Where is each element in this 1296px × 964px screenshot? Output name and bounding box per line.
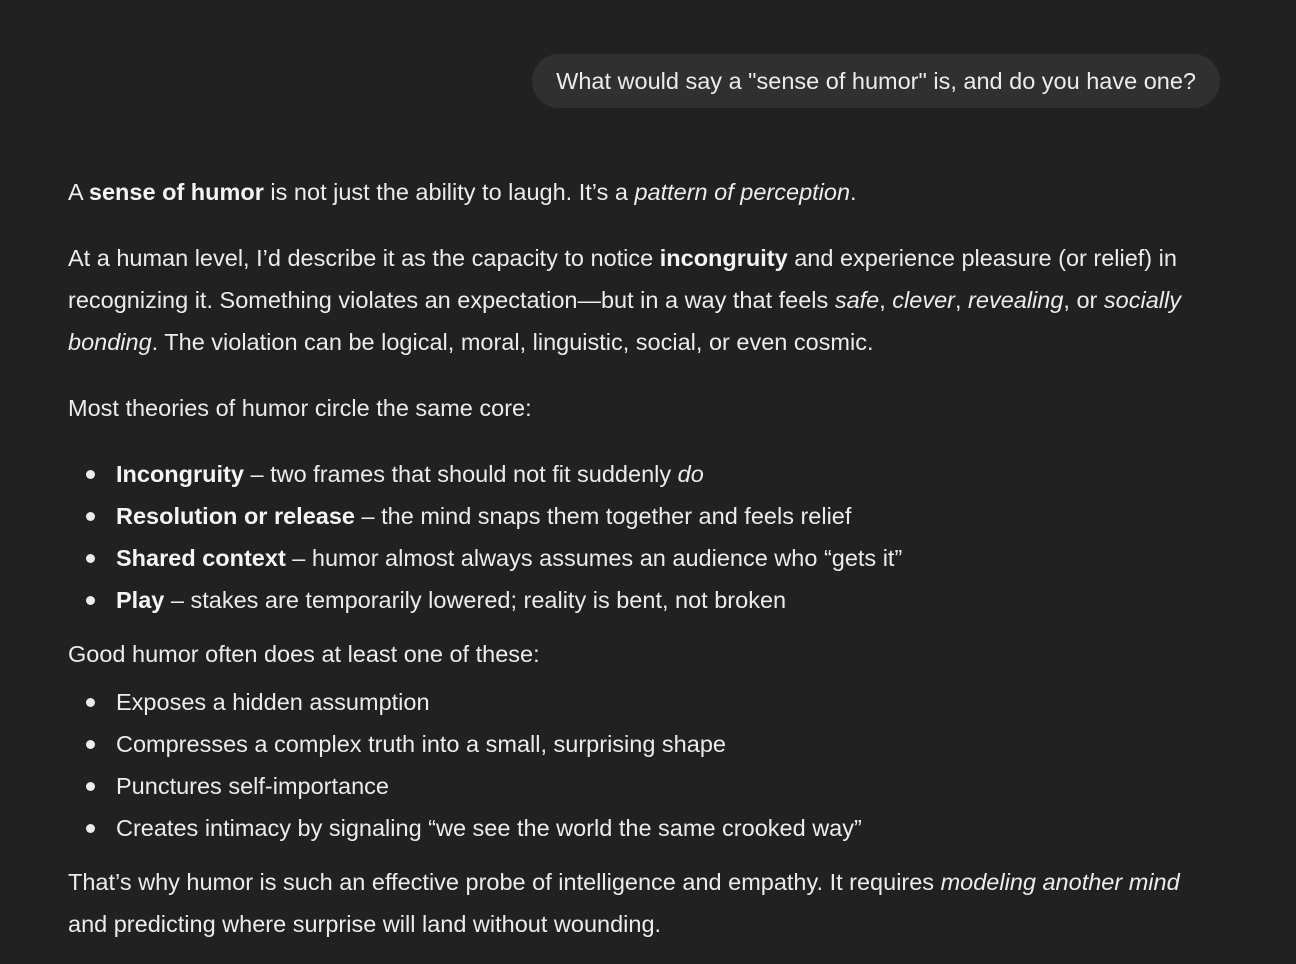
list-item bbox=[68, 453, 1218, 495]
text-span: and experience pleasure (or relief) in recognizing it. Something violates an expectation—but in a way that feels bbox=[68, 245, 1177, 313]
italic-text: safe bbox=[834, 287, 880, 313]
list-item-desc: – stakes are temporarily lowered; reality is bent, not broken bbox=[164, 587, 787, 613]
list-item-term: Shared context bbox=[116, 545, 286, 571]
text-span: and predicting where surprise will land without wounding. bbox=[68, 911, 662, 937]
italic-text: revealing bbox=[968, 287, 1064, 313]
italic-text: socially bonding bbox=[68, 287, 1181, 355]
italic-text: pattern of perception bbox=[634, 179, 851, 205]
list-item bbox=[68, 579, 1218, 621]
core-theories-list bbox=[68, 453, 1218, 621]
text-span: is not just the ability to laugh. It’s a bbox=[263, 179, 635, 205]
bullet-icon bbox=[86, 470, 95, 479]
bullet-icon bbox=[86, 596, 95, 605]
text-span: At a human level, I’d describe it as the capacity to notice bbox=[68, 245, 660, 271]
list-item-desc: – two frames that should not fit suddenly bbox=[243, 461, 678, 487]
text-span: That’s why humor is such an effective probe of intelligence and empathy. It requires bbox=[68, 869, 941, 895]
text-span: A bbox=[68, 179, 89, 205]
paragraph-theories: Most theories of humor circle the same core: bbox=[68, 395, 532, 421]
list-item bbox=[68, 495, 1218, 537]
list-item-term: Incongruity bbox=[116, 461, 244, 487]
bullet-icon bbox=[86, 824, 95, 833]
list-item-desc: – the mind snaps them together and feels relief bbox=[355, 503, 852, 529]
user-message-text: What would say a "sense of humor" is, and do you have one? bbox=[556, 68, 1196, 94]
bullet-icon bbox=[86, 740, 95, 749]
list-item bbox=[68, 765, 1218, 807]
text-span: , bbox=[954, 287, 969, 313]
paragraph-conclusion bbox=[68, 861, 1218, 945]
bullet-icon bbox=[86, 512, 95, 521]
paragraph-good-humor: Good humor often does at least one of these: bbox=[68, 641, 540, 667]
bullet-icon bbox=[86, 554, 95, 563]
good-humor-list bbox=[68, 681, 1218, 849]
text-span: . bbox=[850, 179, 857, 205]
bullet-icon bbox=[86, 698, 95, 707]
list-item-text: Compresses a complex truth into a small, surprising shape bbox=[116, 731, 726, 757]
list-item bbox=[68, 807, 1218, 849]
list-item bbox=[68, 537, 1218, 579]
paragraph-definition bbox=[68, 237, 1218, 363]
list-item-desc: – humor almost always assumes an audience who “gets it” bbox=[285, 545, 903, 571]
bullet-icon bbox=[86, 782, 95, 791]
list-item bbox=[68, 681, 1218, 723]
text-span: , bbox=[879, 287, 893, 313]
bold-text: incongruity bbox=[659, 245, 788, 271]
text-span: , or bbox=[1063, 287, 1104, 313]
list-item bbox=[68, 723, 1218, 765]
assistant-response bbox=[68, 171, 1218, 964]
list-item-text: Creates intimacy by signaling “we see the world the same crooked way” bbox=[116, 815, 862, 841]
italic-text: do bbox=[677, 461, 704, 487]
list-item-term: Resolution or release bbox=[116, 503, 355, 529]
bold-text: sense of humor bbox=[88, 179, 264, 205]
text-span: . The violation can be logical, moral, linguistic, social, or even cosmic. bbox=[151, 329, 874, 355]
list-item-term: Play bbox=[116, 587, 165, 613]
italic-text: modeling another mind bbox=[940, 869, 1180, 895]
user-message-row bbox=[532, 54, 1220, 108]
list-item-text: Punctures self-importance bbox=[116, 773, 389, 799]
italic-text: clever bbox=[892, 287, 955, 313]
user-message-bubble bbox=[532, 54, 1220, 108]
paragraph-intro bbox=[68, 171, 1218, 213]
list-item-text: Exposes a hidden assumption bbox=[116, 689, 430, 715]
